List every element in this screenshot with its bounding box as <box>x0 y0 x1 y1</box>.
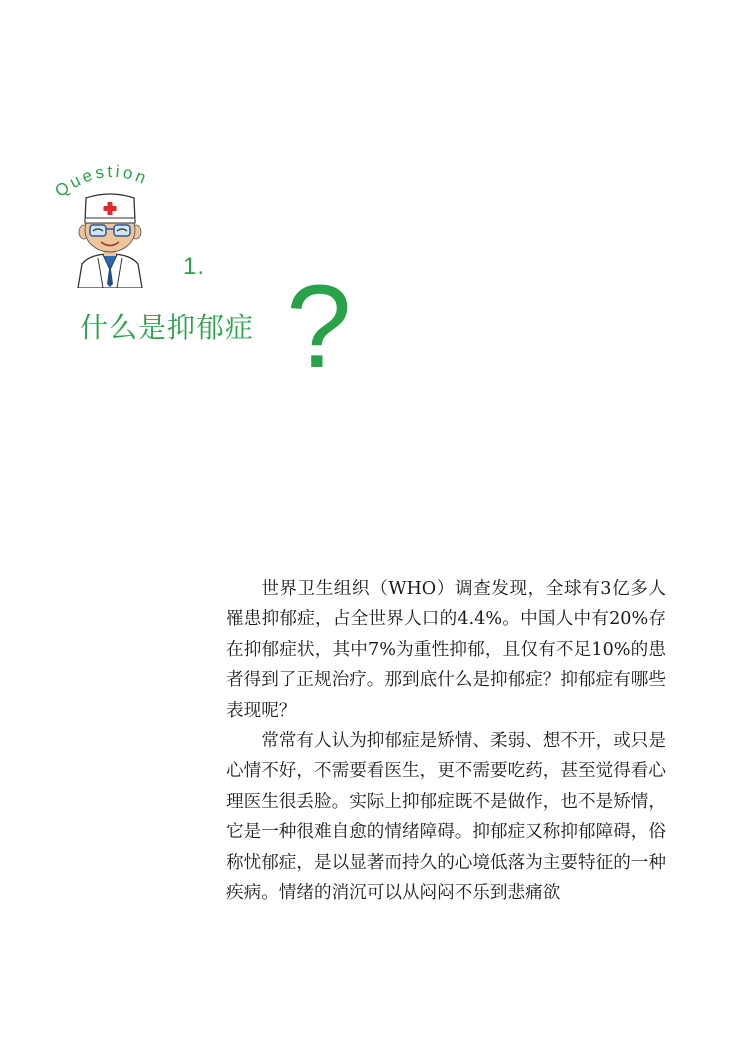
doctor-avatar-icon <box>70 192 150 288</box>
question-label: Question <box>51 161 152 201</box>
page-title: 什么是抑郁症 <box>80 311 255 344</box>
question-number: 1. <box>183 253 206 280</box>
paragraph: 常常有人认为抑郁症是矫情、柔弱、想不开，或只是心情不好，不需要看医生，更不需要吃药，甚至觉得看心理医生很丢脸。实际上抑郁症既不是做作，也不是矫情，它是一种很难自愈的情绪障碍。抑郁症又称抑郁障碍，俗称忧郁症，是以显著而持久的心境低落为主要特征的一种疾病。情绪的消沉可以从闷闷不乐到悲痛欲 <box>226 731 666 904</box>
paragraph: 世界卫生组织（WHO）调查发现，全球有3亿多人罹患抑郁症，占全世界人口的4.4%。中国人中有20%存在抑郁症状，其中7%为重性抑郁，且仅有不足10%的患者得到了正规治疗。那到底什么是抑郁症？抑郁症有哪些表现呢？ <box>226 579 666 721</box>
body-text <box>226 574 666 908</box>
question-mark-glyph: ? <box>286 261 352 393</box>
